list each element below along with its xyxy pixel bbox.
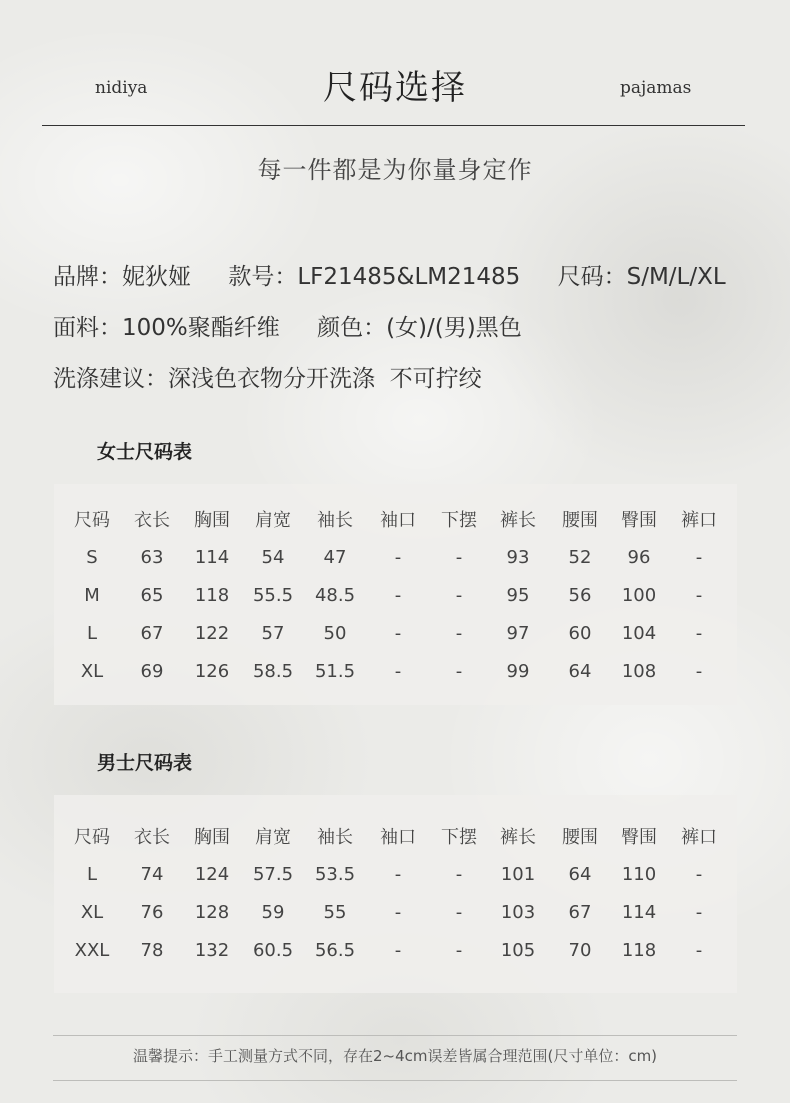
table-cell: 59 xyxy=(261,902,285,923)
women-size-table xyxy=(54,484,737,705)
table-cell: 96 xyxy=(627,547,651,568)
table-cell: 50 xyxy=(323,623,347,644)
table-cell: 104 xyxy=(621,623,657,644)
color-info: 颜色：(女)/(男)黑色 xyxy=(317,315,522,341)
brand-info: 品牌：妮狄娅 xyxy=(53,264,191,290)
table-cell: 122 xyxy=(194,623,230,644)
table-cell: 55.5 xyxy=(252,585,294,606)
table-cell: 126 xyxy=(194,661,230,682)
column-header: 衣长 xyxy=(134,510,170,531)
table-cell: 114 xyxy=(194,547,230,568)
footnote-divider-top xyxy=(53,1035,737,1036)
table-cell: - xyxy=(394,864,402,885)
table-cell: - xyxy=(695,585,703,606)
column-header: 尺码 xyxy=(74,510,110,531)
table-cell: - xyxy=(695,902,703,923)
page-header xyxy=(0,0,790,126)
table-cell: - xyxy=(455,940,463,961)
table-row xyxy=(54,936,737,966)
column-header: 衣长 xyxy=(134,827,170,848)
slogan: 每一件都是为你量身定作 xyxy=(257,156,533,184)
table-cell: 48.5 xyxy=(314,585,356,606)
table-cell: - xyxy=(394,585,402,606)
column-header: 裤长 xyxy=(500,827,536,848)
table-cell: 52 xyxy=(568,547,592,568)
table-cell: L xyxy=(86,623,98,644)
table-cell: 69 xyxy=(140,661,164,682)
table-cell: 60 xyxy=(568,623,592,644)
table-cell: 114 xyxy=(621,902,657,923)
table-cell: 64 xyxy=(568,864,592,885)
table-cell: 118 xyxy=(194,585,230,606)
table-cell: 76 xyxy=(140,902,164,923)
table-cell: 93 xyxy=(506,547,530,568)
washing-info: 洗涤建议：深浅色衣物分开洗涤 不可拧绞 xyxy=(53,366,482,392)
product-info-line-3 xyxy=(53,360,482,393)
table-row xyxy=(54,581,737,611)
table-cell: - xyxy=(455,902,463,923)
fabric-info: 面料：100%聚酯纤维 xyxy=(53,315,280,341)
footnote-divider-bottom xyxy=(53,1080,737,1081)
table-cell: 97 xyxy=(506,623,530,644)
brand-name-right: pajamas xyxy=(620,78,692,98)
table-cell: 51.5 xyxy=(314,661,356,682)
table-header-row xyxy=(54,823,737,853)
table-cell: 56.5 xyxy=(314,940,356,961)
table-cell: 99 xyxy=(506,661,530,682)
column-header: 臀围 xyxy=(621,510,657,531)
column-header: 袖长 xyxy=(317,827,353,848)
table-cell: - xyxy=(455,547,463,568)
sizes-info: 尺码：S/M/L/XL xyxy=(557,264,726,290)
table-row xyxy=(54,860,737,890)
style-number-info: 款号：LF21485&LM21485 xyxy=(228,264,521,290)
table-cell: L xyxy=(86,864,98,885)
table-row xyxy=(54,543,737,573)
column-header: 尺码 xyxy=(74,827,110,848)
table-cell: 57 xyxy=(261,623,285,644)
table-cell: XL xyxy=(80,902,104,923)
column-header: 臀围 xyxy=(621,827,657,848)
table-cell: XXL xyxy=(74,940,110,961)
table-cell: 101 xyxy=(500,864,536,885)
table-cell: 74 xyxy=(140,864,164,885)
men-table-title: 男士尺码表 xyxy=(97,752,193,774)
men-size-table xyxy=(54,795,737,993)
table-cell: 53.5 xyxy=(314,864,356,885)
brand-name-left: nidiya xyxy=(95,78,148,98)
footnote: 温馨提示：手工测量方式不同，存在2~4cm误差皆属合理范围(尺寸单位：cm) xyxy=(132,1047,658,1065)
women-table-title: 女士尺码表 xyxy=(97,441,193,463)
table-cell: 128 xyxy=(194,902,230,923)
column-header: 胸围 xyxy=(194,827,230,848)
table-cell: - xyxy=(695,864,703,885)
column-header: 袖口 xyxy=(380,510,416,531)
table-cell: - xyxy=(394,902,402,923)
table-cell: - xyxy=(394,661,402,682)
table-cell: - xyxy=(695,661,703,682)
table-cell: 47 xyxy=(323,547,347,568)
table-cell: - xyxy=(394,623,402,644)
table-cell: 55 xyxy=(323,902,347,923)
table-cell: - xyxy=(695,547,703,568)
table-cell: - xyxy=(394,940,402,961)
table-cell: 67 xyxy=(568,902,592,923)
column-header: 下摆 xyxy=(441,510,477,531)
table-cell: S xyxy=(86,547,98,568)
column-header: 裤长 xyxy=(500,510,536,531)
table-cell: 132 xyxy=(194,940,230,961)
header-divider xyxy=(42,125,745,126)
column-header: 腰围 xyxy=(562,510,598,531)
table-cell: 63 xyxy=(140,547,164,568)
table-cell: - xyxy=(394,547,402,568)
page-title: 尺码选择 xyxy=(323,68,467,108)
table-row xyxy=(54,657,737,687)
table-header-row xyxy=(54,506,737,536)
column-header: 袖长 xyxy=(317,510,353,531)
table-cell: - xyxy=(455,585,463,606)
table-cell: - xyxy=(695,623,703,644)
column-header: 下摆 xyxy=(441,827,477,848)
table-cell: 56 xyxy=(568,585,592,606)
table-cell: 58.5 xyxy=(252,661,294,682)
column-header: 裤口 xyxy=(681,827,717,848)
table-cell: 54 xyxy=(261,547,285,568)
table-cell: 124 xyxy=(194,864,230,885)
table-row xyxy=(54,619,737,649)
table-cell: 64 xyxy=(568,661,592,682)
table-cell: M xyxy=(84,585,100,606)
table-cell: 67 xyxy=(140,623,164,644)
table-row xyxy=(54,898,737,928)
table-cell: 60.5 xyxy=(252,940,294,961)
table-cell: 95 xyxy=(506,585,530,606)
table-cell: - xyxy=(455,623,463,644)
table-cell: 70 xyxy=(568,940,592,961)
table-cell: 57.5 xyxy=(252,864,294,885)
table-cell: 108 xyxy=(621,661,657,682)
column-header: 肩宽 xyxy=(255,510,291,531)
table-cell: 103 xyxy=(500,902,536,923)
column-header: 袖口 xyxy=(380,827,416,848)
table-cell: 78 xyxy=(140,940,164,961)
table-cell: XL xyxy=(80,661,104,682)
column-header: 胸围 xyxy=(194,510,230,531)
table-cell: - xyxy=(455,864,463,885)
table-cell: 118 xyxy=(621,940,657,961)
table-cell: 105 xyxy=(500,940,536,961)
table-cell: 110 xyxy=(621,864,657,885)
table-cell: 100 xyxy=(621,585,657,606)
table-cell: 65 xyxy=(140,585,164,606)
table-cell: - xyxy=(695,940,703,961)
column-header: 腰围 xyxy=(562,827,598,848)
column-header: 裤口 xyxy=(681,510,717,531)
product-info-line-1 xyxy=(53,258,726,291)
table-cell: - xyxy=(455,661,463,682)
product-info-line-2 xyxy=(53,309,522,342)
column-header: 肩宽 xyxy=(255,827,291,848)
